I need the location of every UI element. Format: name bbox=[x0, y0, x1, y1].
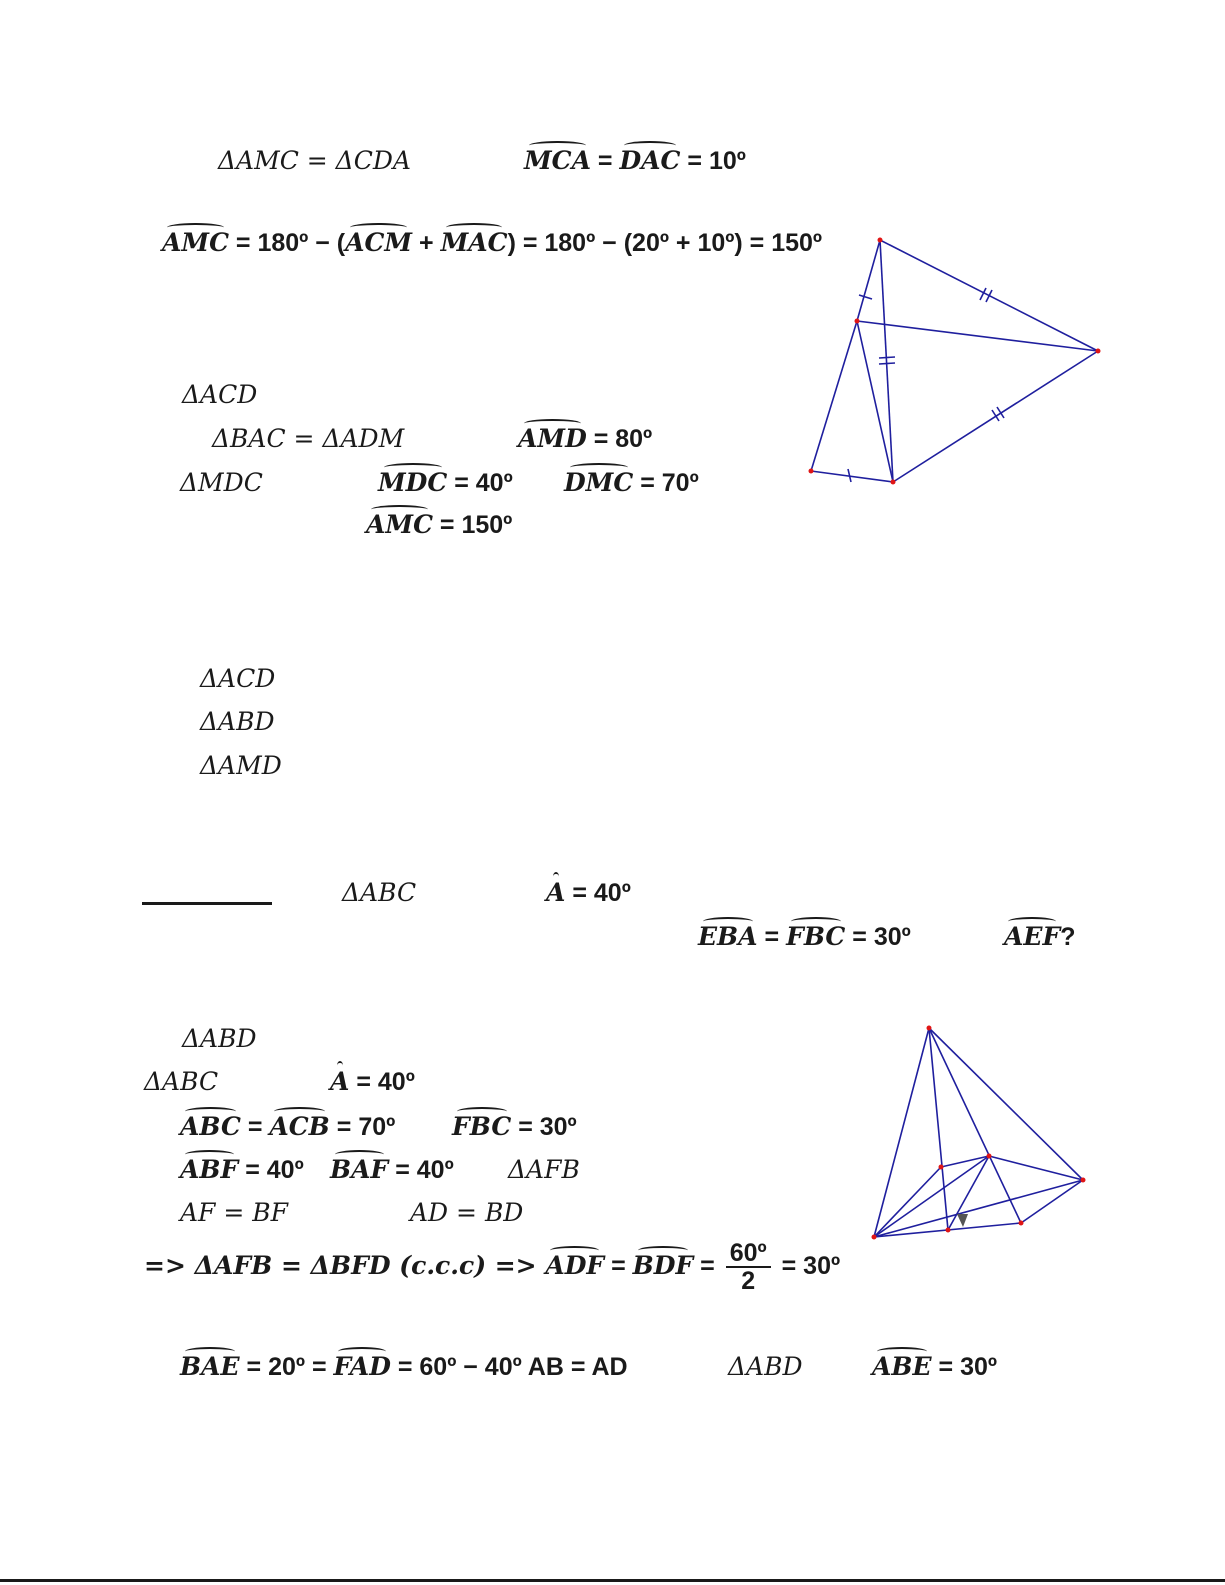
edge bbox=[874, 1167, 941, 1237]
vertex-point bbox=[1019, 1221, 1024, 1226]
edge bbox=[874, 1156, 989, 1237]
triangle-amd: ΔAMD bbox=[200, 751, 282, 780]
edge bbox=[1021, 1180, 1083, 1223]
triangle-acd-label: ΔACD bbox=[182, 380, 258, 409]
value: = 70º bbox=[329, 1113, 396, 1141]
tick-mark bbox=[879, 363, 895, 364]
angle-mdc: MDC bbox=[378, 468, 448, 497]
triangle-abd: ΔABD bbox=[200, 707, 275, 736]
angle-fbc: FBC bbox=[786, 922, 846, 951]
value: = 30º bbox=[774, 1251, 841, 1280]
solution-triangle-abc: ΔABC bbox=[144, 1067, 219, 1096]
figure-2 bbox=[874, 1028, 1083, 1237]
edge bbox=[811, 471, 893, 482]
equals-sign: = bbox=[693, 1251, 722, 1280]
vertex-point bbox=[987, 1154, 992, 1159]
vertex-point bbox=[872, 1235, 877, 1240]
value: = 80º bbox=[586, 425, 653, 453]
value-10: = 10º bbox=[680, 147, 746, 175]
solution-af-bf: AF = BF bbox=[180, 1198, 288, 1227]
angle-amc: AMC bbox=[162, 228, 229, 257]
question-mark: ? bbox=[1060, 923, 1076, 951]
vertex-point bbox=[891, 480, 896, 485]
angle-fad: FAD bbox=[333, 1352, 391, 1381]
equals-sign: = bbox=[604, 1251, 633, 1280]
equals-sign: = bbox=[757, 923, 787, 951]
congruence-amc-cda: ΔAMC = ΔCDA bbox=[218, 146, 411, 175]
edge bbox=[948, 1156, 989, 1230]
angle-abc: ABC bbox=[180, 1112, 241, 1141]
value: = 70º bbox=[633, 469, 699, 497]
angle-abe: ABE bbox=[872, 1352, 932, 1381]
vertex-point bbox=[946, 1228, 951, 1233]
edge bbox=[929, 1028, 1021, 1223]
vertex-point bbox=[927, 1026, 932, 1031]
edge bbox=[857, 321, 893, 482]
solution-final-triangle-abd: ΔABD bbox=[728, 1352, 803, 1381]
plus-sign: + bbox=[412, 229, 441, 257]
triangle-mdc-label: ΔMDC bbox=[180, 468, 263, 497]
angle-eba: EBA bbox=[698, 922, 758, 951]
solution-triangle-afb: ΔAFB bbox=[508, 1155, 580, 1184]
bottom-rule bbox=[0, 1579, 1225, 1582]
edge bbox=[874, 1180, 1083, 1237]
value: = 150º bbox=[432, 511, 513, 539]
angle-a: A bbox=[330, 1067, 350, 1096]
value: = 40º bbox=[447, 469, 513, 497]
value: = 40º bbox=[238, 1156, 304, 1184]
solution-triangle-abd: ΔABD bbox=[182, 1024, 257, 1053]
value: = 30º bbox=[511, 1113, 577, 1141]
angle-aef: AEF bbox=[1004, 922, 1061, 951]
vertex-point bbox=[1096, 349, 1101, 354]
angle-acm: ACM bbox=[345, 228, 413, 257]
edge bbox=[874, 1028, 929, 1237]
angle-baf: BAF bbox=[330, 1155, 389, 1184]
angle-bae: BAE bbox=[180, 1352, 240, 1381]
problem-triangle-abc: ΔABC bbox=[342, 878, 417, 907]
congruence-expr: => ΔAFB = ΔBFD (c.c.c) => bbox=[144, 1250, 546, 1280]
edge bbox=[811, 321, 857, 471]
angle-fbc: FBC bbox=[452, 1112, 512, 1141]
edge bbox=[857, 321, 1098, 351]
angle-amc: AMC bbox=[366, 510, 433, 539]
solution-ad-bd: AD = BD bbox=[410, 1198, 524, 1227]
expr: = 60º − 40º AB = AD bbox=[390, 1353, 628, 1381]
tick-mark bbox=[859, 295, 872, 299]
edge bbox=[929, 1028, 1083, 1180]
edge bbox=[857, 240, 880, 321]
expr: = 20º = bbox=[239, 1353, 334, 1381]
equals-sign: = bbox=[240, 1113, 270, 1141]
angle-amd: AMD bbox=[518, 424, 587, 453]
denominator: 2 bbox=[741, 1267, 756, 1296]
angle-abf: ABF bbox=[180, 1155, 239, 1184]
angle-marker bbox=[957, 1214, 968, 1227]
angle-acb: ACB bbox=[269, 1112, 330, 1141]
edge bbox=[929, 1028, 948, 1230]
angle-dac: DAC bbox=[619, 146, 681, 175]
value: = 40º bbox=[349, 1068, 415, 1096]
angle-mca: MCA bbox=[524, 146, 591, 175]
vertex-point bbox=[809, 469, 814, 474]
expr-part: = 180º − ( bbox=[228, 229, 346, 257]
figure-1 bbox=[811, 240, 1098, 482]
value: = 30º bbox=[931, 1353, 998, 1381]
angle-dmc: DMC bbox=[564, 468, 634, 497]
vertex-point bbox=[1081, 1178, 1086, 1183]
angle-a: A bbox=[546, 878, 566, 907]
angle-mac: MAC bbox=[440, 228, 508, 257]
value: = 30º bbox=[845, 923, 911, 951]
value: = 40º bbox=[565, 879, 631, 907]
angle-adf: ADF bbox=[545, 1250, 605, 1280]
congruence-bac-adm: ΔBAC = ΔADM bbox=[212, 424, 405, 453]
figure-1-points bbox=[809, 238, 1101, 485]
tick-mark bbox=[879, 357, 895, 358]
triangle-acd: ΔACD bbox=[200, 664, 276, 693]
vertex-point bbox=[939, 1165, 944, 1170]
expr-result: ) = 180º − (20º + 10º) = 150º bbox=[507, 229, 823, 257]
numerator: 60º bbox=[726, 1240, 771, 1268]
edge bbox=[880, 240, 893, 482]
edge bbox=[989, 1156, 1083, 1180]
vertex-point bbox=[878, 238, 883, 243]
equals-sign: = bbox=[590, 147, 620, 175]
vertex-point bbox=[855, 319, 860, 324]
value: = 40º bbox=[388, 1156, 454, 1184]
angle-bdf: BDF bbox=[632, 1250, 694, 1280]
